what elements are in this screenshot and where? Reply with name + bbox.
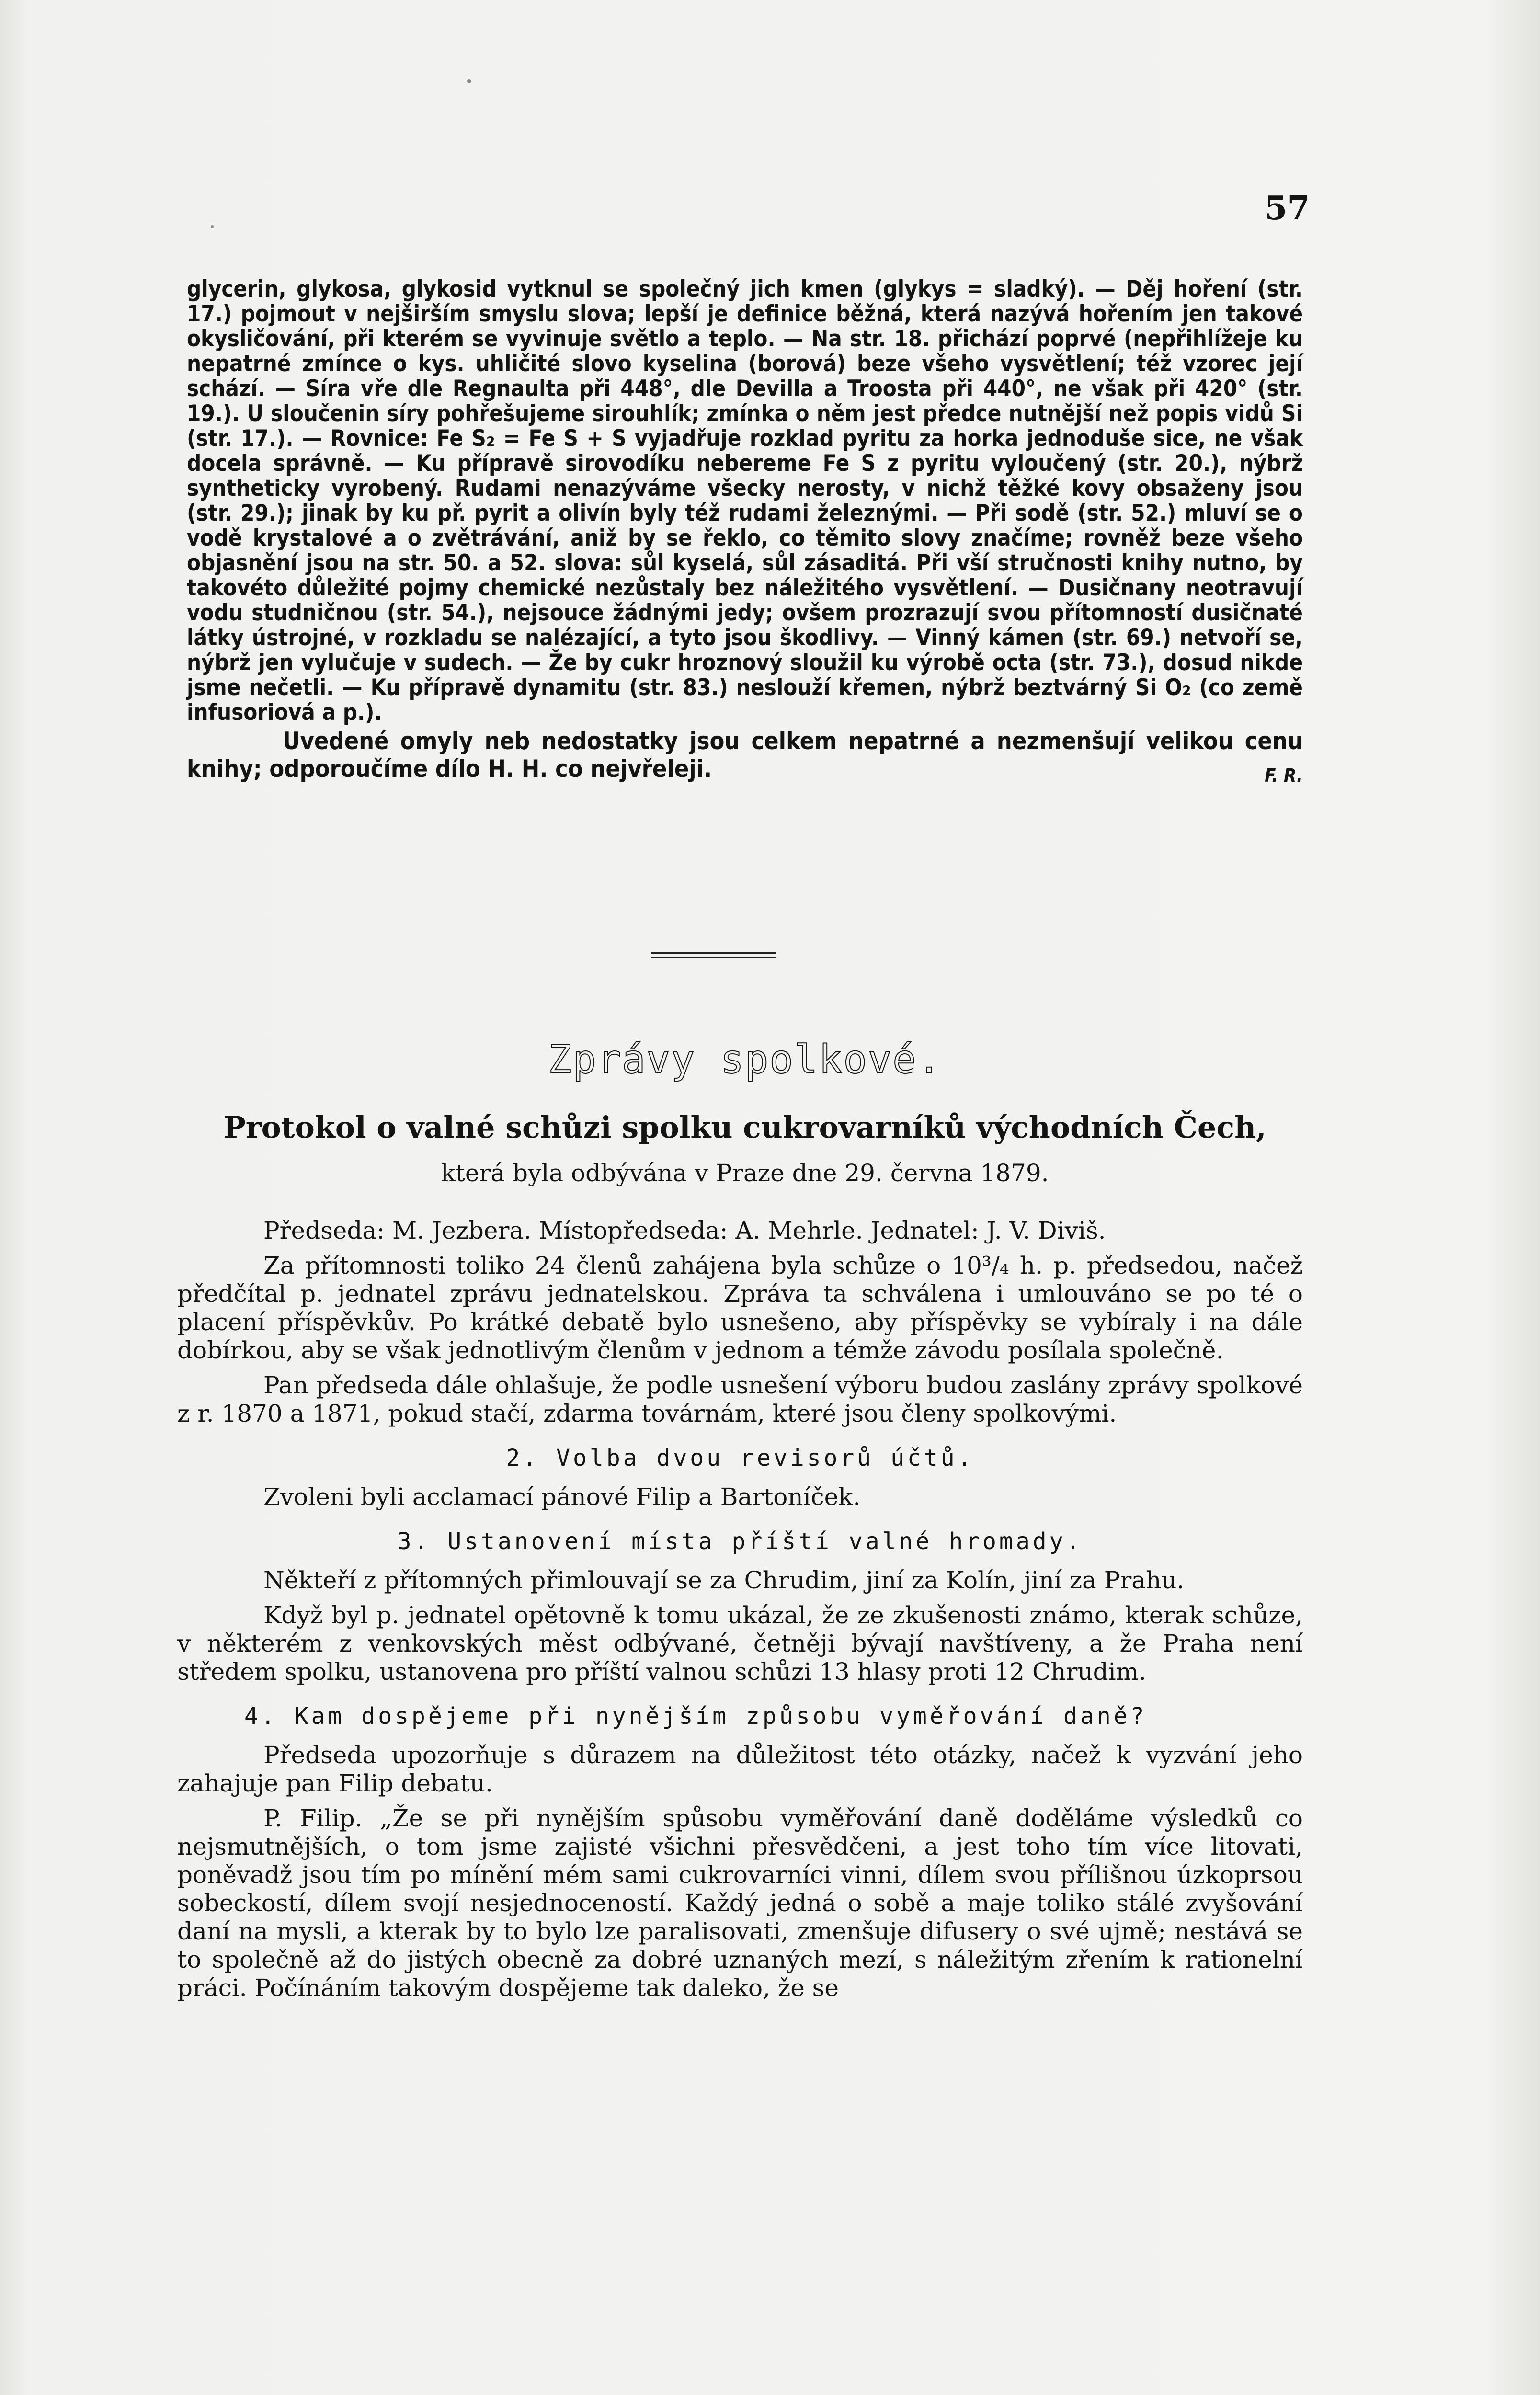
- protocol-paragraph: Zvoleni byli acclamací pánové Filip a Bartoníček.: [263, 1483, 861, 1511]
- review-paragraph: glycerin, glykosa, glykosid vytknul se společný jich kmen (glykys = sladký). — Děj hoření (str. 17.) pojmout v nejširším smyslu slova; lepší je definice běžná, která nazývá hořením jen takové okysličování, při kterém se vyvinuje světlo a teplo. — Na str. 18. přichází poprvé (nepřihlížeje ku nepatrné zmínce o kys. uhličité slovo kyselina (borová) beze všeho vysvětlení; též vzorec její schází. — Síra vře dle Regnaulta při 448°, dle Devilla a Troosta při 440°, ne však při 420° (str. 19.). U sloučenin síry pohřešujeme sirouhlík; zmínka o něm jest předce nutnější než popis vidů Si (str. 17.). — Rovnice: Fe S₂ = Fe S + S vyjadřuje rozklad pyritu za horka jednoduše sice, ne však docela správně. — Ku přípravě sirovodíku nebereme Fe S z pyritu vyloučený (str. 20.), nýbrž syntheticky vyrobený. Rudami nenazýváme všecky nerosty, v nichž těžké kovy obsaženy jsou (str. 29.); jinak by ku př. pyrit a olivín byly též rudami železnými. — Při sodě (str. 52.) mluví se o vodě krystalové a o zvětrávání, aniž by se řeklo, co těmito slovy značíme; rovněž beze všeho objasnění jsou na str. 50. a 52. slova: sůl kyselá, sůl zásaditá. Při vší stručnosti knihy nutno, by takovéto důležité pojmy chemické nezůstaly bez náležitého vysvětlení. — Dusičnany neotravují vodu studničnou (str. 54.), nejsouce žádnými jedy; ovšem prozrazují svou přítomností dusičnaté látky ústrojné, v rozkladu se nalézající, a tyto jsou škodlivy. — Vinný kámen (str. 69.) netvoří se, nýbrž jen vylučuje v sudech. — Že by cukr hroznový sloužil ku výrobě octa (str. 73.), dosud nikde jsme nečetli. — Ku přípravě dynamitu (str. 83.) neslouží křemen, nýbrž beztvárný Si O₂ (co země infusoriová a p.).: [187, 276, 1303, 726]
- scan-speck: [211, 225, 214, 228]
- officers-line: Předseda: M. Jezbera. Místopředseda: A. Mehrle. Jednatel: J. V. Diviš.: [263, 1217, 1106, 1244]
- protocol-title: Protokol o valné schůzi spolku cukrovarníků východních Čech,: [223, 1110, 1266, 1145]
- protocol-body: [177, 1217, 1303, 2009]
- scan-speck: [467, 79, 471, 83]
- agenda-heading: 4. Kam dospějeme při nynějším způsobu vyměřování daně?: [244, 1703, 1147, 1730]
- review-conclusion-text: Uvedené omyly neb nedostatky jsou celkem nepatrné a nezmenšují velikou cenu knihy; odporoučíme dílo H. H. co nejvřeleji.: [187, 727, 1303, 783]
- protocol-paragraph: Za přítomnosti toliko 24 členů zahájena byla schůze o 10³/₄ h. p. předsedou, načež předčítal p. jednatel zprávu jednatelskou. Zpráva ta schválena i umlouváno se po té o placení příspěvkův. Po krátké debatě bylo usnešeno, aby příspěvky se vybíraly i na dále dobírkou, aby se však jednotlivým členům v jednom a témže závodu posílala společně.: [177, 1252, 1303, 1364]
- protocol-paragraph: Pan předseda dále ohlašuje, že podle usnešení výboru budou zaslány zprávy spolkové z r. 1870 a 1871, pokud stačí, zdarma továrnám, které jsou členy spolkovými.: [177, 1371, 1303, 1427]
- protocol-paragraph: Předseda upozorňuje s důrazem na důležitost této otázky, načež k vyzvání jeho zahajuje pan Filip debatu.: [177, 1741, 1303, 1797]
- agenda-heading: 3. Ustanovení místa příští valné hromady.: [397, 1528, 1083, 1555]
- agenda-heading: 2. Volba dvou revisorů účtů.: [506, 1445, 974, 1471]
- page-number: 57: [1265, 189, 1310, 228]
- section-divider: [651, 952, 776, 958]
- section-title: Zprávy spolkové.: [548, 1037, 942, 1083]
- review-signature: F. R.: [1265, 765, 1303, 786]
- protocol-paragraph: P. Filip. „Že se při nynějším spůsobu vyměřování daně doděláme výsledků co nejsmutnějších, o tom jsme zajisté všichni přesvědčeni, a jest toho tím více litovati, poněvadž jsou tím po mínění mém sami cukrovarníci vinni, dílem svou přílišnou úzkoprsou sobeckostí, dílem svojí nesjednoceností. Každý jedná o sobě a maje toliko stálé zvyšování daní na mysli, a kterak by to bylo lze paralisovati, zmenšuje difusery o své ujmě; nestává se to společně až do jistých obecně za dobré uznaných mezí, s náležitým zřením k rationelní práci. Počínáním takovým dospějeme tak daleko, že se: [177, 1804, 1303, 2002]
- protocol-subtitle: která byla odbývána v Praze dne 29. června 1879.: [441, 1159, 1049, 1187]
- protocol-paragraph: Když byl p. jednatel opětovně k tomu ukázal, že ze zkušenosti známo, kterak schůze, v některém z venkovských měst odbývané, četněji bývají navštíveny, a že Praha není středem spolku, ustanovena pro příští valnou schůzi 13 hlasy proti 12 Chrudim.: [177, 1601, 1303, 1686]
- protocol-paragraph: Někteří z přítomných přimlouvají se za Chrudim, jiní za Kolín, jiní za Prahu.: [263, 1566, 1185, 1594]
- book-review: [187, 277, 1303, 789]
- review-conclusion: [187, 727, 1303, 786]
